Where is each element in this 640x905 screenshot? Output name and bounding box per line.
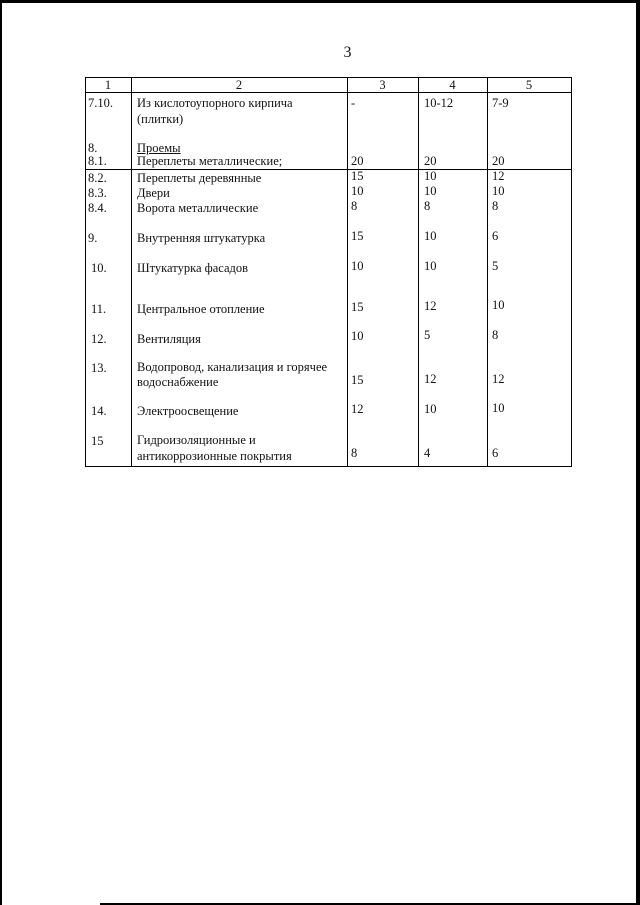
row-number: 8.1. xyxy=(88,154,107,168)
column-header: 2 xyxy=(235,78,243,92)
value-col4: 10 xyxy=(424,184,437,198)
row-name: Из кислотоупорного кирпича xyxy=(137,96,293,110)
value-col5: 6 xyxy=(492,229,499,243)
scan-border-top xyxy=(0,0,640,3)
value-col3: 15 xyxy=(351,300,364,314)
value-col5: 10 xyxy=(492,184,505,198)
row-name: Центральное отопление xyxy=(137,302,265,316)
value-col5: 12 xyxy=(492,169,505,183)
column-header: 4 xyxy=(449,78,456,92)
value-col5: 7-9 xyxy=(492,96,509,110)
value-col3: 12 xyxy=(351,402,364,416)
column-border xyxy=(418,77,419,467)
value-col5: 12 xyxy=(492,372,505,386)
row-name: Штукатурка фасадов xyxy=(137,261,249,275)
column-border xyxy=(85,77,86,467)
value-col3: 15 xyxy=(351,373,364,387)
page-number: 3 xyxy=(343,44,352,61)
value-col4: 10 xyxy=(424,229,437,243)
value-col4: 8 xyxy=(424,199,431,213)
value-col5: 8 xyxy=(492,328,499,342)
row-number: 12. xyxy=(91,332,107,346)
row-number: 13. xyxy=(91,361,107,375)
row-name: Водопровод, канализация и горячее xyxy=(137,360,328,374)
row-number: 8.3. xyxy=(88,186,107,200)
value-col4: 5 xyxy=(424,328,431,342)
norms-table xyxy=(85,77,572,466)
value-col4: 4 xyxy=(424,446,431,460)
row-name: Электроосвещение xyxy=(137,404,239,418)
row-number: 8.4. xyxy=(88,201,107,215)
value-col3: 8 xyxy=(351,446,358,460)
value-col3: 10 xyxy=(351,184,364,198)
row-number: 8.2. xyxy=(88,171,107,185)
row-number: 11. xyxy=(91,302,107,316)
value-col3: 10 xyxy=(351,329,364,343)
row-name: Переплеты деревянные xyxy=(137,171,262,185)
column-border xyxy=(131,77,132,467)
column-header: 1 xyxy=(104,78,112,92)
row-name: Вентиляция xyxy=(137,332,201,346)
row-number: 15 xyxy=(91,434,104,448)
value-col5: 6 xyxy=(492,446,499,460)
row-name-continued: антикоррозионные покрытия xyxy=(137,449,292,463)
value-col5: 5 xyxy=(492,259,499,273)
value-col5: 20 xyxy=(492,154,505,168)
column-header: 5 xyxy=(525,78,533,92)
row-number: 7.10. xyxy=(88,96,113,110)
value-col3: 15 xyxy=(351,229,364,243)
row-number: 14. xyxy=(91,404,107,418)
section-heading: Проемы xyxy=(137,141,181,155)
row-name-continued: (плитки) xyxy=(137,112,184,126)
column-header: 3 xyxy=(379,78,386,92)
value-col3: 8 xyxy=(351,199,358,213)
column-border xyxy=(487,77,488,467)
value-col4: 12 xyxy=(424,299,437,313)
row-name: Ворота металлические xyxy=(137,201,259,215)
row-number: 10. xyxy=(91,261,107,275)
row-number: 8. xyxy=(88,141,98,155)
scan-border-right xyxy=(636,0,640,905)
column-border xyxy=(347,77,348,467)
row-name: Внутренняя штукатурка xyxy=(137,231,266,245)
value-col5: 10 xyxy=(492,401,505,415)
value-col5: 10 xyxy=(492,298,505,312)
value-col4: 10 xyxy=(424,259,437,273)
value-col4: 20 xyxy=(424,154,437,168)
value-col4: 12 xyxy=(424,372,437,386)
row-number: 9. xyxy=(88,231,98,245)
row-name: Переплеты металлические; xyxy=(137,154,283,168)
value-col3: 15 xyxy=(351,169,364,183)
row-name-continued: водоснабжение xyxy=(137,375,219,389)
row-name: Двери xyxy=(137,186,170,200)
value-col4: 10 xyxy=(424,402,437,416)
value-col3: 10 xyxy=(351,259,364,273)
row-name: Гидроизоляционные и xyxy=(137,433,256,447)
value-col4: 10 xyxy=(424,169,437,183)
value-col4: 10-12 xyxy=(424,96,454,110)
value-col3: - xyxy=(351,96,356,110)
scan-border-left xyxy=(0,0,2,905)
table-bottom-border xyxy=(85,466,572,467)
column-border xyxy=(571,77,572,467)
value-col5: 8 xyxy=(492,199,499,213)
value-col3: 20 xyxy=(351,154,364,168)
